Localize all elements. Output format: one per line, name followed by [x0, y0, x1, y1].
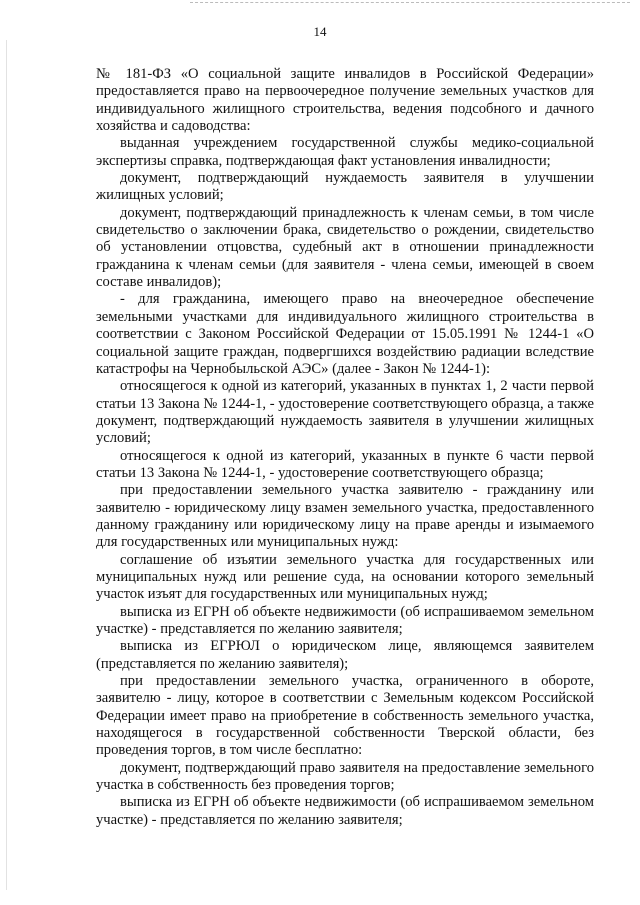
- paragraph: относящегося к одной из категорий, указанных в пунктах 1, 2 части первой статьи 13 Закона № 1244-1, - удостоверение соответствующего образца, а также документ, подтверждающий нуждаемость заявителя в улучшении жилищных условий;: [96, 378, 594, 447]
- paragraph: документ, подтверждающий принадлежность к членам семьи, в том числе свидетельство о заключении брака, свидетельство о рождении, свидетельство об установлении отцовства, судебный акт в отношении принадлежности гражданина к членам семьи (для заявителя - члена семьи, имеющей в своем составе инвалидов);: [96, 204, 594, 291]
- paragraph: выписка из ЕГРН об объекте недвижимости (об испрашиваемом земельном участке) - представляется по желанию заявителя;: [96, 794, 594, 828]
- paragraph: относящегося к одной из категорий, указанных в пункте 6 части первой статьи 13 Закона № 1244-1, - удостоверение соответствующего образца;: [96, 447, 594, 481]
- document-body: [96, 66, 594, 829]
- paragraph: выданная учреждением государственной службы медико-социальной экспертизы справка, подтверждающая факт установления инвалидности;: [96, 135, 594, 169]
- paragraph: - для гражданина, имеющего право на внеочередное обеспечение земельными участками для индивидуального жилищного строительства в соответствии с Законом Российской Федерации от 15.05.1991 № 1244-1 «О социальной защите граждан, подвергшихся воздействию радиации вследствие катастрофы на Чернобыльской АЭС» (далее - Закон № 1244-1):: [96, 291, 594, 377]
- paragraph: соглашение об изъятии земельного участка для государственных или муниципальных нужд или решение суда, на основании которого земельный участок изъят для государственных или муниципальных нужд;: [96, 551, 594, 603]
- paragraph: документ, подтверждающий нуждаемость заявителя в улучшении жилищных условий;: [96, 170, 594, 204]
- scan-artifact-left-line: [6, 40, 7, 890]
- page-number: 14: [313, 24, 327, 39]
- scan-artifact-top-line: [190, 2, 630, 3]
- paragraph: выписка из ЕГРН об объекте недвижимости (об испрашиваемом земельном участке) - представляется по желанию заявителя;: [96, 603, 594, 637]
- paragraph: выписка из ЕГРЮЛ о юридическом лице, являющемся заявителем (представляется по желанию заявителя);: [96, 638, 594, 672]
- paragraph: при предоставлении земельного участка, ограниченного в обороте, заявителю - лицу, которое в соответствии с Земельным кодексом Российской Федерации имеет право на приобретение в собственность земельного участка, находящегося в государственной собственности Тверской области, без проведения торгов, в том числе бесплатно:: [96, 673, 594, 759]
- paragraph: при предоставлении земельного участка заявителю - гражданину или заявителю - юридическому лицу взамен земельного участка, предоставленного данному гражданину или юридическому лицу на праве аренды и изымаемого для государственных или муниципальных нужд:: [96, 482, 594, 551]
- paragraph: № 181-ФЗ «О социальной защите инвалидов в Российской Федерации» предоставляется право на первоочередное получение земельных участков для индивидуального жилищного строительства, ведения подсобного и дачного хозяйства и садоводства:: [96, 66, 594, 135]
- paragraph: документ, подтверждающий право заявителя на предоставление земельного участка в собственность без проведения торгов;: [96, 759, 594, 794]
